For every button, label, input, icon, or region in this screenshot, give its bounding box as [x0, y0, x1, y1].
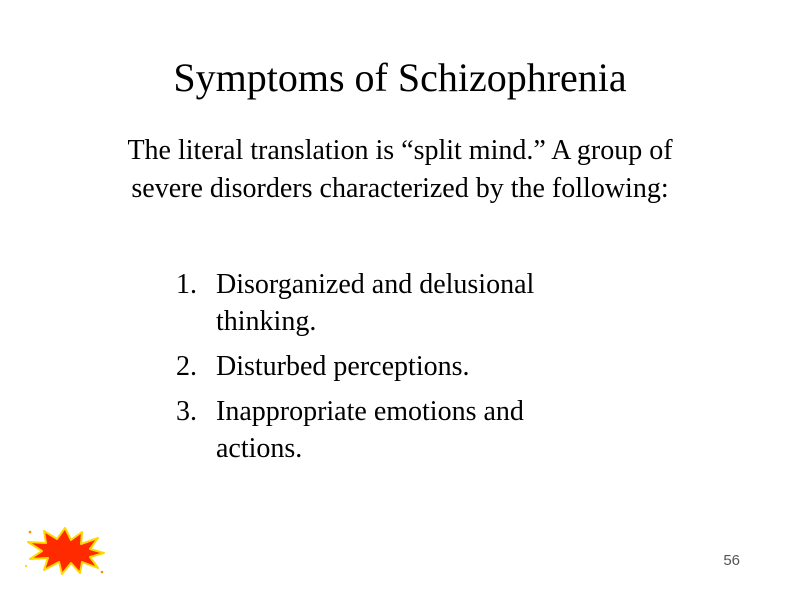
page-number: 56	[723, 552, 740, 569]
list-item	[176, 266, 606, 340]
list-item	[176, 393, 606, 467]
spark-dot	[29, 531, 32, 534]
symptom-list	[176, 266, 606, 475]
intro-paragraph	[70, 132, 730, 208]
intro-line-1: The literal translation is “split mind.” A group of	[127, 135, 673, 166]
list-item-text-line-1: Inappropriate emotions and	[216, 396, 524, 427]
list-item-number: 2.	[176, 351, 197, 382]
list-item-number: 1.	[176, 269, 197, 300]
list-item-number: 3.	[176, 396, 197, 427]
intro-line-2: severe disorders characterized by the following:	[131, 173, 669, 204]
list-item-text-line-2: thinking.	[216, 306, 317, 337]
starburst-icon[interactable]	[24, 526, 106, 576]
slide-title: Symptoms of Schizophrenia	[173, 55, 627, 100]
list-item-text-line-1: Disturbed perceptions.	[216, 351, 470, 382]
spark-dot	[25, 565, 27, 567]
list-item	[176, 348, 606, 385]
list-item-text-line-2: actions.	[216, 433, 303, 464]
list-item-text-line-1: Disorganized and delusional	[216, 269, 535, 300]
spark-dot	[101, 571, 104, 574]
starburst-shape	[28, 528, 104, 574]
